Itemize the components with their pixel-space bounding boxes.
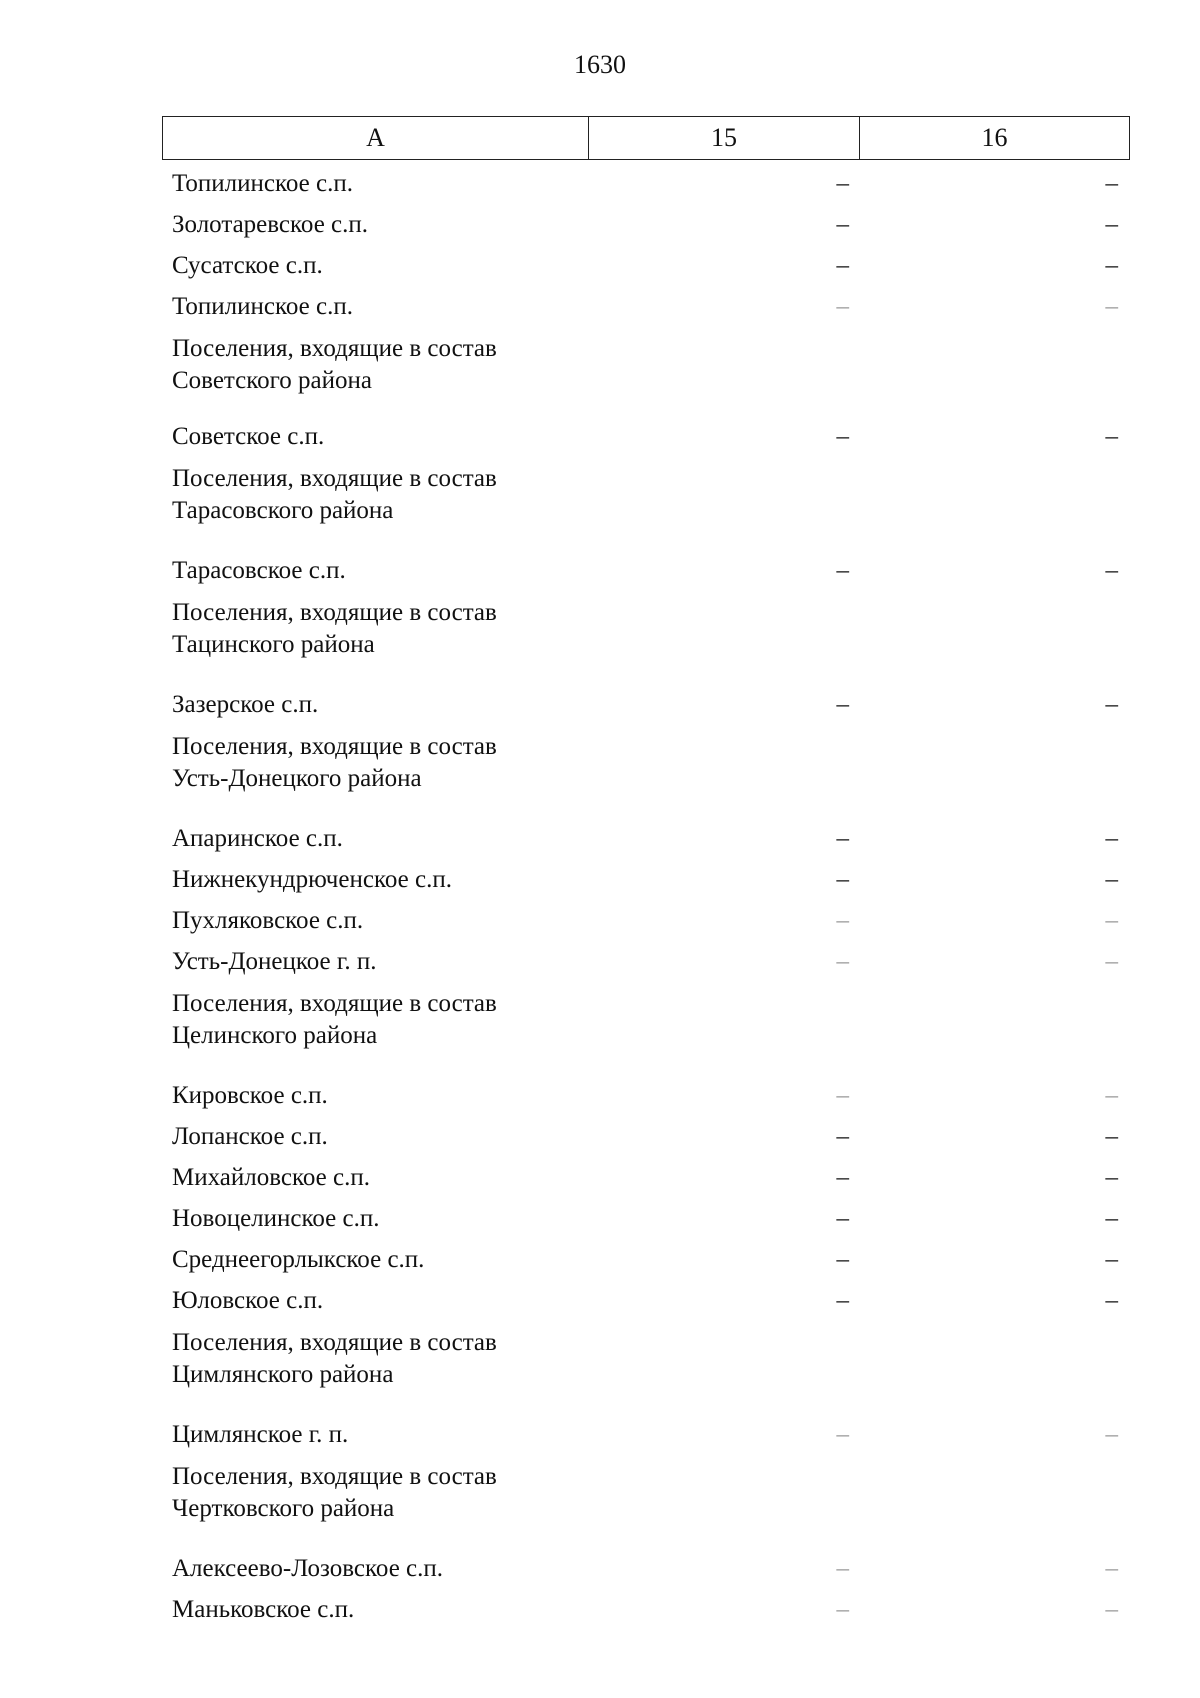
row-value-16: – — [1105, 1122, 1118, 1150]
column-header-16: 16 — [981, 123, 1008, 152]
row-name: Советское с.п. — [172, 422, 325, 450]
row-value-15: – — [836, 1420, 849, 1448]
row-value-16: – — [1105, 947, 1118, 975]
group-heading-line: Поселения, входящие в состав — [172, 1463, 497, 1490]
table-row — [162, 1116, 1130, 1157]
group-heading — [162, 333, 588, 397]
row-value-15: – — [836, 556, 849, 584]
row-value-15: – — [836, 1163, 849, 1191]
group-heading — [162, 988, 588, 1052]
row-value-15: – — [836, 251, 849, 279]
row-value-16: – — [1105, 169, 1118, 197]
table-row — [162, 1414, 1130, 1455]
table-row — [162, 900, 1130, 941]
row-name: Михайловское с.п. — [172, 1163, 370, 1191]
row-value-16: – — [1105, 1286, 1118, 1314]
row-value-16: – — [1105, 1554, 1118, 1582]
row-name: Нижнекундрюченское с.п. — [172, 865, 452, 893]
row-value-16: – — [1105, 865, 1118, 893]
group-heading-line: Целинского района — [172, 1022, 378, 1049]
group-heading-line: Поселения, входящие в состав — [172, 733, 497, 760]
group-heading-row — [162, 327, 1130, 416]
row-value-15: – — [836, 1122, 849, 1150]
table-row — [162, 1589, 1130, 1630]
table-row — [162, 245, 1130, 286]
table-row — [162, 550, 1130, 591]
row-value-15: – — [836, 1204, 849, 1232]
row-value-16: – — [1105, 824, 1118, 852]
table-row — [162, 684, 1130, 725]
row-value-16: – — [1105, 1163, 1118, 1191]
group-heading-line: Усть-Донецкого района — [172, 765, 422, 792]
table-body — [162, 163, 1130, 1630]
page-number: 1630 — [574, 50, 626, 79]
row-value-16: – — [1105, 1081, 1118, 1109]
group-heading-line: Поселения, входящие в состав — [172, 990, 497, 1017]
row-value-15: – — [836, 824, 849, 852]
row-value-15: – — [836, 1286, 849, 1314]
table-row — [162, 163, 1130, 204]
row-name: Топилинское с.п. — [172, 169, 353, 197]
group-heading-line: Тацинского района — [172, 631, 375, 658]
row-name: Новоцелинское с.п. — [172, 1204, 380, 1232]
row-name: Лопанское с.п. — [172, 1122, 328, 1150]
column-header-a: А — [163, 117, 589, 159]
row-name: Тарасовское с.п. — [172, 556, 346, 584]
group-heading-line: Тарасовского района — [172, 497, 394, 524]
group-heading-row — [162, 457, 1130, 550]
row-value-15: – — [836, 1554, 849, 1582]
group-heading-line: Поселения, входящие в состав — [172, 1329, 497, 1356]
table-row — [162, 1280, 1130, 1321]
table-row — [162, 1239, 1130, 1280]
row-name: Цимлянское г. п. — [172, 1420, 349, 1448]
table-row — [162, 1157, 1130, 1198]
table-row — [162, 286, 1130, 327]
group-heading-line: Чертковского района — [172, 1495, 395, 1522]
row-name: Топилинское с.п. — [172, 292, 353, 320]
row-value-15: – — [836, 292, 849, 320]
row-value-16: – — [1105, 690, 1118, 718]
row-value-15: – — [836, 865, 849, 893]
group-heading-line: Поселения, входящие в состав — [172, 599, 497, 626]
group-heading — [162, 463, 588, 527]
row-value-16: – — [1105, 906, 1118, 934]
row-value-16: – — [1105, 422, 1118, 450]
row-value-15: – — [836, 690, 849, 718]
group-heading — [162, 1461, 588, 1525]
row-name: Сусатское с.п. — [172, 251, 323, 279]
group-heading-line: Поселения, входящие в состав — [172, 335, 497, 362]
row-name: Маньковское с.п. — [172, 1595, 355, 1623]
row-name: Кировское с.п. — [172, 1081, 328, 1109]
table-row — [162, 1548, 1130, 1589]
group-heading-row — [162, 1321, 1130, 1414]
group-heading — [162, 1327, 588, 1391]
row-value-15: – — [836, 422, 849, 450]
group-heading-row — [162, 591, 1130, 684]
row-value-15: – — [836, 1081, 849, 1109]
table-row — [162, 416, 1130, 457]
column-header-15: 15 — [589, 117, 860, 159]
row-name: Алексеево-Лозовское с.п. — [172, 1554, 444, 1582]
row-value-16: – — [1105, 292, 1118, 320]
table-header — [162, 116, 1130, 160]
group-heading-line: Советского района — [172, 367, 372, 394]
table-row — [162, 204, 1130, 245]
row-name: Зазерское с.п. — [172, 690, 319, 718]
group-heading — [162, 597, 588, 661]
group-heading-row — [162, 1455, 1130, 1548]
row-value-16: – — [1105, 1245, 1118, 1273]
row-name: Юловское с.п. — [172, 1286, 324, 1314]
group-heading — [162, 731, 588, 795]
row-value-15: – — [836, 169, 849, 197]
group-heading-line: Поселения, входящие в состав — [172, 465, 497, 492]
table-row — [162, 818, 1130, 859]
row-value-16: – — [1105, 1420, 1118, 1448]
table-row — [162, 941, 1130, 982]
table-row — [162, 1198, 1130, 1239]
row-name: Пухляковское с.п. — [172, 906, 364, 934]
group-heading-row — [162, 725, 1130, 818]
row-value-15: – — [836, 1245, 849, 1273]
row-value-16: – — [1105, 556, 1118, 584]
row-name: Среднеегорлыкское с.п. — [172, 1245, 425, 1273]
table-row — [162, 859, 1130, 900]
row-value-16: – — [1105, 210, 1118, 238]
row-value-15: – — [836, 210, 849, 238]
row-value-15: – — [836, 1595, 849, 1623]
row-name: Золотаревское с.п. — [172, 210, 369, 238]
row-value-16: – — [1105, 251, 1118, 279]
row-value-16: – — [1105, 1595, 1118, 1623]
table-row — [162, 1075, 1130, 1116]
group-heading-row — [162, 982, 1130, 1075]
group-heading-line: Цимлянского района — [172, 1361, 394, 1388]
row-value-15: – — [836, 906, 849, 934]
row-name: Усть-Донецкое г. п. — [172, 947, 377, 975]
row-name: Апаринское с.п. — [172, 824, 343, 852]
row-value-16: – — [1105, 1204, 1118, 1232]
row-value-15: – — [836, 947, 849, 975]
